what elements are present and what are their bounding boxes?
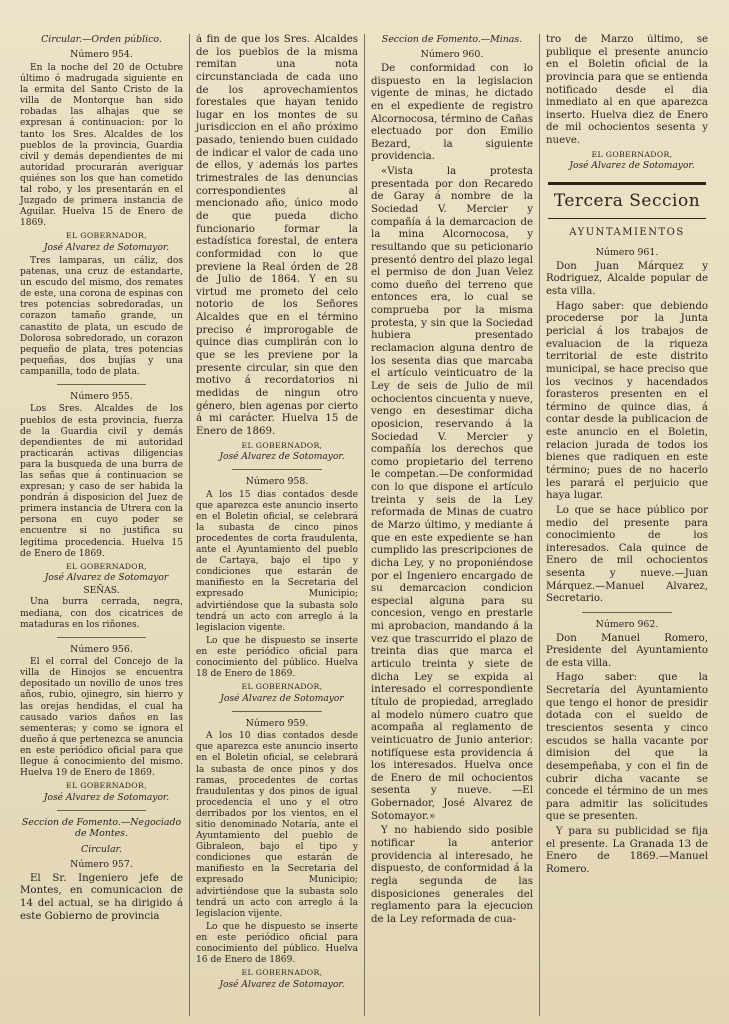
signature-name: José Alvarez de Sotomayor.: [219, 979, 345, 990]
signature-title: EL GOBERNADOR,: [241, 440, 323, 450]
notice-text: Los Sres. Alcaldes de los pueblos de esta provincia, fuerza de la Guardia civil y demás dependientes de mi autoridad practicarán activas diligencias para la busqueda de una burra de las señas que á continuacion se expresan; y caso de ser habida la pondrán á disposicion del Juez de primera instancia de Utrera con la persona en cuyo poder se encuentre si no justifica su legitima procedencia. Huelva 15 de Enero de 1869.: [20, 404, 183, 559]
notice-text: Y no habiendo sido posible notificar la anterior providencia al interesado, he dispuesto, de conformidad á la regla segunda de las disposiciones generales del reglamento para la ejecucion de la Ley reformada de cua-: [371, 825, 533, 925]
divider: [232, 711, 321, 712]
notice-number: Número 956.: [70, 643, 133, 655]
section-title: Tercera Seccion: [553, 191, 701, 212]
column-4: [539, 34, 714, 1016]
notice-text: A los 15 dias contados desde que aparezca este anuncio inserto en el Boletin oficial, se celebrará la subasta de cinco pinos procedentes de corta fraudulenta, ante el Ayuntamiento del pueblo de Cartaya, bajo el tipo y condiciones que estarán de manifiesto en la Secretaria del expresado Municipio; advirtiéndose que la subasta solo tendrá un acto con arreglo á la legislacion vigente.: [196, 489, 358, 633]
notice-text: Lo que se hace público por medio del presente para conocimiento de los interesados. Cala quince de Enero de mil ochocientos sesenta y nueve.—Juan Márquez.—Manuel Alvarez, Secretario.: [546, 504, 708, 605]
notice-number: Número 958.: [245, 476, 309, 488]
section-header: Seccion de Fomento.—Minas.: [381, 34, 523, 45]
notice-text: El Sr. Ingeniero jefe de Montes, en comunicacion de 14 del actual, se ha dirigido á este Gobierno de provincia: [20, 872, 183, 922]
column-1: [14, 34, 189, 1016]
notice-text: Hago saber: que la Secretaría del Ayuntamiento que tengo el honor de presidir dotada con el sueldo de trescientos sesenta y cinco escudos se halla vacante por dimision del que la desempeñaba, y con el fin de cubrir dicha vacante se concede el término de un mes para admitir las solicitudes que se presenten.: [546, 672, 708, 823]
divider: [582, 612, 671, 613]
notice-number: Número 954.: [70, 49, 133, 61]
section-banner: [548, 182, 706, 219]
column-3: [364, 34, 539, 1016]
notice-text: Don Manuel Romero, Presidente del Ayuntamiento de esta villa.: [546, 632, 708, 669]
signature-name: José Alvarez de Sotomayor: [220, 693, 344, 704]
subheading: SEÑAS.: [83, 586, 120, 597]
column-2: [189, 34, 364, 1016]
section-header: Seccion de Fomento.—Negociado de Montes.: [21, 816, 182, 840]
notice-text: Y para su publicidad se fija el presente. La Granada 13 de Enero de 1869.—Manuel Romero.: [546, 826, 708, 876]
signature-title: EL GOBERNADOR,: [591, 149, 673, 159]
signature-title: EL GOBERNADOR,: [66, 561, 147, 571]
notice-text: á fin de que los Sres. Alcaldes de los pueblos de la misma remitan una nota circunstanciada de cada uno de los aprovechamientos forestales que hayan tenido lugar en los montes de su jurisdiccion en el año próximo pasado, teniendo buen cuidado de indicar el valor de cada uno de ellos, y además los partes trimestrales de las denuncias correspondientes al mencionado año, único modo de que pueda dicho funcionario formar la estadística forestal, de entera conformidad con lo que previene la Real órden de 28 de Julio de 1864. Y en su virtud me prometo del celo notorio de los Señores Alcaldes que en el término preciso é improrogable de quince dias cumplirán con lo que se les previene por la presente circular, sin que den motivo á recordatorios ni medidas de ningun otro género, bien agenas por cierto á mi carácter. Huelva 15 de Enero de 1869.: [196, 34, 358, 437]
notice-text: «Vista la protesta presentada por don Recaredo de Garay á nombre de la Sociedad V. Mercier y compañía á la demarcacion de la mina Alcornocosa, y resultando que su peticionario presentó dentro del plazo legal el permiso de don Juan Velez como dueño del terreno que entonces era, lo cual se comprueba por la misma protesta, y sin que la Sociedad hubiera presentado reclamacion alguna dentro de los sesenta dias que marcaba el artículo veinticuatro de la Ley de seis de Julio de mil ochocientos cincuenta y nueve, vengo en desestimar dicha oposicion, reservando á la Sociedad V. Mercier y compañía los derechos que como propietario del terreno le competan.—De conformidad con lo que dispone el artículo treinta y seis de la Ley reformada de Minas de cuatro de Marzo último, y mediante á que en este expediente se han cumplido las prescripciones de dicha Ley, y no proponiéndose por el Ingeniero encargado de su demarcacion condicion especial alguna para su concesion, vengo en prestarle mi aprobacion, mandando á la vez que trascurrido el plazo de treinta dias que marca el articulo treinta y siete de dicha Ley se expida al interesado el correspondiente título de propiedad, arreglado al modelo número cuatro que acompaña al reglamento de veinticuatro de Junio anterior: notifíquese esta providencia á los interesados. Huelva once de Enero de mil ochocientos sesenta y nueve. —El Gobernador, José Alvarez de Sotomayor.»: [371, 166, 533, 822]
notice-number: Número 960.: [420, 49, 484, 61]
signature-name: José Alvarez de Sotomayor.: [569, 161, 695, 172]
signature-name: José Alvarez de Sotomayor.: [43, 792, 170, 803]
divider: [57, 810, 147, 811]
notice-number: Número 959.: [245, 717, 309, 729]
notice-text: Tres lamparas, un cáliz, dos patenas, una cruz de estandarte, un escudo del mismo, dos remates de este, una corona de espinas con tres potencias sobredoradas, un corazon tamaño grande, un canastito de plata, un escudo de Dolorosa sobredorado, un corazon pequeño de plata, tres potencias pequeñas, dos bujías y una campanilla, todo de plata.: [20, 255, 183, 377]
divider: [57, 637, 147, 638]
signature-name: José Alvarez de Sotomayor: [44, 573, 169, 584]
notice-text: Una burra cerrada, negra, mediana, con dos cicatrices de mataduras en los riñones.: [20, 597, 183, 630]
notice-text: Hago saber: que debiendo procederse por la Junta pericial á los trabajos de evaluacion de la riqueza territorial de este distrito municipal, se hace preciso que los vecinos y hacendados forasteros presenten en el término de quince dias, á contar desde la publicacion de este anuncio en el Boletin, relacion jurada de todos los bienes que radiquen en este término; pues de no hacerlo les parará el perjuicio que haya lugar.: [546, 300, 708, 502]
divider: [232, 469, 321, 470]
notice-text: Lo que he dispuesto se inserte en este periódico oficial para conocimiento del público. Huelva 18 de Enero de 1869.: [196, 635, 358, 680]
notice-text: En la noche del 20 de Octubre último ó madrugada siguiente en la ermita del Santo Cristo de la villa de Montorque han sido robadas las alhajas que se expresan á continuacion: por lo tanto los Sres. Alcaldes de los pueblos de la provincia, Guardia civil y demás dependientes de mi autoridad procurarán averiguar quiénes son los que han cometido tal robo, y los presentarán en el Juzgado de primera instancia de Aguilar. Huelva 15 de Enero de 1869.: [20, 62, 183, 229]
circular-label: Circular.: [81, 843, 122, 855]
signature-title: EL GOBERNADOR,: [241, 968, 323, 978]
subsection-title: AYUNTAMIENTOS: [569, 227, 685, 239]
notice-text: El el corral del Concejo de la villa de Hinojos se encuentra depositado un novillo de unos tres años, rubio, ojinegro, sin hierro y las orejas hendidas, el cual ha causado varios daños en las sementeras; y como se ignora el dueño á que pertenezca se anuncia en este periódico oficial para que llegue á conocimiento del mismo. Huelva 19 de Enero de 1869.: [20, 657, 183, 779]
notice-text: De conformidad con lo dispuesto en la legislacion vigente de minas, he dictado en el expediente de registro Alcornocosa, término de Cañas electuado por don Emilio Bezard, la siguiente providencia.: [371, 62, 533, 163]
notice-number: Número 962.: [595, 619, 659, 631]
notice-number: Número 961.: [595, 247, 659, 259]
signature-title: EL GOBERNADOR,: [241, 682, 323, 692]
section-header: Circular.—Orden público.: [41, 34, 162, 45]
signature-name: José Alvarez de Sotomayor.: [219, 452, 345, 462]
signature-name: José Alvarez de Sotomayor.: [43, 242, 170, 253]
signature-title: EL GOBERNADOR,: [66, 231, 147, 241]
notice-text: Don Juan Márquez y Rodriguez, Alcalde popular de esta villa.: [546, 260, 708, 298]
notice-text: A los 10 dias contados desde que aparezca este anuncio inserto en el Boletin oficial, se celebrará la subasta de once pinos y dos ramas, procedentes de cortas fraudulentas y dos pinos de igual procedencia el uno y el otro derribados por los vientos, en el sitio denominado Notaría, ante el Ayuntamiento del pueblo de Gibraleon, bajo el tipo y condiciones que estarán de manifiesto en la Secretaria del expresado Municipio; advirtiéndose que la subasta solo tendrá un acto con arreglo á la legislacion vijente.: [196, 731, 358, 919]
notice-text: tro de Marzo último, se publique el presente anuncio en el Boletin oficial de la provincia para que se entienda notificado desde el dia inmediato al en que aparezca inserto. Huelva diez de Enero de mil ochocientos sesenta y nueve.: [546, 34, 708, 147]
signature-title: EL GOBERNADOR,: [66, 781, 147, 791]
notice-number: Número 955.: [70, 390, 133, 402]
notice-number: Número 957.: [70, 859, 133, 871]
divider: [57, 384, 147, 385]
notice-text: Lo que he dispuesto se inserte en este periódico oficial para conocimiento del público. Huelva 16 de Enero de 1869.: [196, 921, 358, 966]
